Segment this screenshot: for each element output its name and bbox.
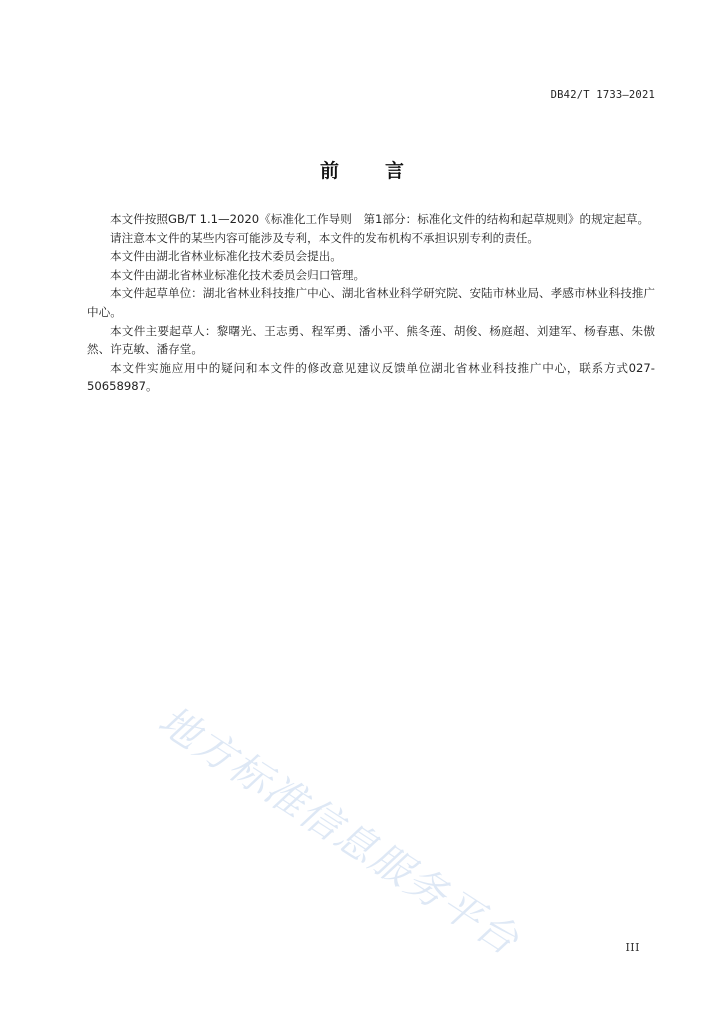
paragraph-drafters: 本文件主要起草人：黎曙光、王志勇、程军勇、潘小平、熊冬莲、胡俊、杨庭超、刘建军、杨春惠、朱傲然、许克敏、潘存堂。 <box>87 323 655 357</box>
paragraph-patent-notice: 请注意本文件的某些内容可能涉及专利，本文件的发布机构不承担识别专利的责任。 <box>110 230 539 245</box>
foreword-body <box>87 210 655 396</box>
page-number: III <box>625 941 640 954</box>
page-title <box>0 156 724 183</box>
paragraph-administered-by: 本文件由湖北省林业标准化技术委员会归口管理。 <box>110 267 366 282</box>
title-char-left: 前 <box>319 160 339 182</box>
paragraph-drafting-units: 本文件起草单位：湖北省林业科技推广中心、湖北省林业科学研究院、安陆市林业局、孝感市林业科技推广中心。 <box>87 286 655 319</box>
document-code: DB42/T 1733—2021 <box>550 89 655 101</box>
title-char-right: 言 <box>385 160 405 182</box>
paragraph-proposed-by: 本文件由湖北省林业标准化技术委员会提出。 <box>110 249 342 264</box>
paragraph-drafting-basis: 本文件按照GB/T 1.1—2020《标准化工作导则 第1部分：标准化文件的结构和起草规则》的规定起草。 <box>110 212 650 226</box>
paragraph-feedback-contact: 本文件实施应用中的疑问和本文件的修改意见建议反馈单位湖北省林业科技推广中心，联系方式027-50658987。 <box>87 360 655 394</box>
watermark-text: 地方标准信息服务平台 <box>150 697 528 965</box>
